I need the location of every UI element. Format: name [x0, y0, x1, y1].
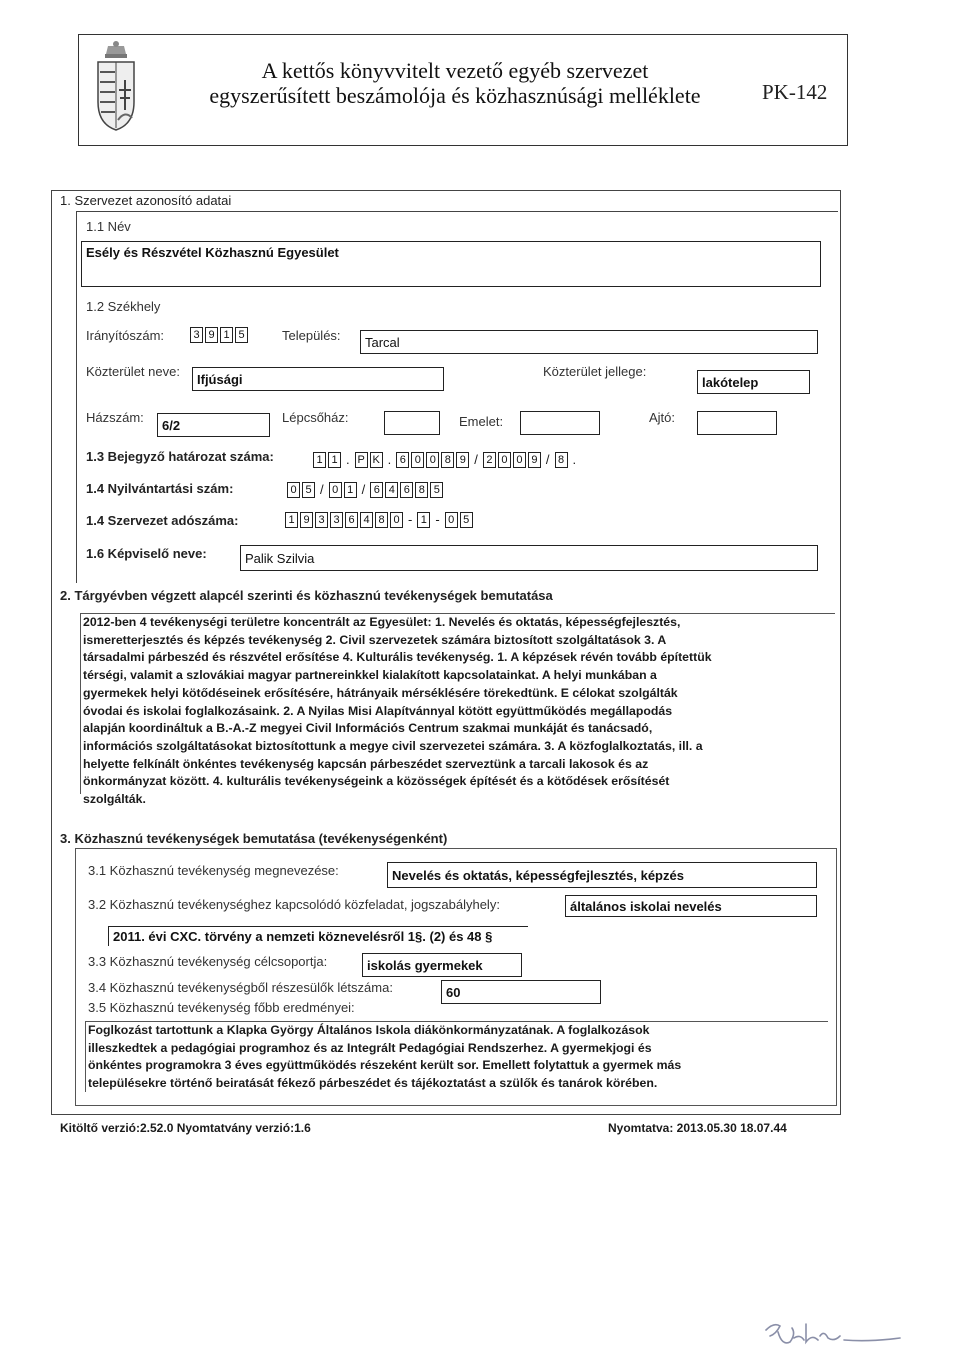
text-line: társadalmi párbeszéd és részvétel erősítése 4. Kulturális tevékenység. 1. A képzések révén tovább építettük	[83, 650, 712, 665]
digit-cell[interactable]: 0	[411, 452, 424, 468]
results-description[interactable]	[85, 1021, 828, 1092]
digit-cell[interactable]: 9	[456, 452, 469, 468]
street-type-label: Közterület jellege:	[543, 364, 647, 379]
text-line: térségi, valamit a szlovákiai magyar partnereinkkel kialakított kapcsolatainkat. A helyi munkában a	[83, 668, 657, 683]
digit-cell[interactable]: 4	[385, 482, 398, 498]
text-line: helyette felkínált önkéntes tevékenység kapcsán párbeszédet szerveztünk a tarcali lakosok és az	[83, 756, 649, 771]
version-info: Kitöltő verzió:2.52.0 Nyomtatvány verzió:1.6	[60, 1121, 311, 1135]
text-line: információs szolgáltatásokat biztosítottunk a megye civil szervezetei számára. 3. A közfoglalkoztatás, ill. a	[83, 738, 703, 753]
house-number-field[interactable]: 6/2	[157, 413, 270, 437]
print-date: Nyomtatva: 2013.05.30 18.07.44	[608, 1121, 787, 1135]
digit-cell[interactable]: 1	[285, 512, 298, 528]
target-group-field[interactable]: iskolás gyermekek	[362, 953, 522, 977]
name-field[interactable]: Esély és Részvétel Közhasznú Egyesület	[81, 241, 821, 287]
digit-cell[interactable]: 3	[315, 512, 328, 528]
results-label: 3.5 Közhasznú tevékenység főbb eredményei:	[88, 1000, 355, 1015]
digit-cell[interactable]: K	[370, 452, 383, 468]
public-task-label: 3.2 Közhasznú tevékenységhez kapcsolódó közfeladat, jogszabályhely:	[88, 897, 500, 912]
digit-cell[interactable]: 5	[235, 327, 248, 343]
activity-name-field[interactable]: Nevelés és oktatás, képességfejlesztés, képzés	[387, 862, 817, 888]
digit-cell[interactable]: 8	[441, 452, 454, 468]
seat-label: 1.2 Székhely	[86, 299, 161, 314]
staircase-label: Lépcsőház:	[282, 410, 349, 425]
zip-field[interactable]	[190, 327, 248, 343]
digit-cell[interactable]: 8	[375, 512, 388, 528]
digit-cell[interactable]: 5	[460, 512, 473, 528]
digit-cell[interactable]: 6	[396, 452, 409, 468]
public-task-field[interactable]: általános iskolai nevelés	[565, 895, 817, 917]
city-label: Település:	[282, 328, 341, 343]
text-line: Foglkozást tartottunk a Klapka György Általános Iskola diákönkormányzatának. A foglalkozások	[88, 1023, 650, 1037]
text-line: óvodai és iskolai foglalkozásaink. 2. A Nyilas Misi Alapítvánnyal kötött együttműködés megállapodás	[83, 703, 673, 718]
text-line: szolgálták.	[83, 792, 146, 807]
digit-cell[interactable]: 8	[415, 482, 428, 498]
digit-cell[interactable]: 0	[498, 452, 511, 468]
title-line-1: A kettős könyvvitelt vezető egyéb szervezet	[261, 58, 649, 83]
registration-label: 1.3 Bejegyző határozat száma:	[86, 449, 274, 464]
digit-cell[interactable]: 0	[426, 452, 439, 468]
digit-cell[interactable]: 1	[344, 482, 357, 498]
digit-cell[interactable]: 0	[445, 512, 458, 528]
digit-cell[interactable]: 1	[417, 512, 430, 528]
digit-cell[interactable]: 8	[555, 452, 568, 468]
text-line: ismeretterjesztés és képzés tevékenység 2. Civil szervezetek számára biztosított szolgáltatások 3. A	[83, 632, 667, 647]
form-code: PK-142	[762, 80, 828, 104]
activity-name-label: 3.1 Közhasznú tevékenység megnevezése:	[88, 863, 339, 878]
city-field[interactable]: Tarcal	[360, 330, 818, 354]
zip-label: Irányítószám:	[86, 328, 165, 343]
digit-cell[interactable]: 3	[190, 327, 203, 343]
digit-cell[interactable]: 1	[328, 452, 341, 468]
activities-description[interactable]	[80, 613, 835, 807]
staircase-field[interactable]	[384, 411, 440, 435]
text-line: gyermekek helyi kötődéseinek erősítésére, hátrányaik mérséklésére törekedtünk. E célokat szolgálták	[83, 685, 678, 700]
digit-cell[interactable]: 1	[220, 327, 233, 343]
participants-field[interactable]: 60	[441, 980, 601, 1004]
digit-cell[interactable]: 9	[528, 452, 541, 468]
text-line: 2012-ben 4 tevékenységi területre koncentrált az Egyesület: 1. Nevelés és oktatás, képességfejlesztés,	[83, 615, 681, 629]
text-line: alapján koordináltuk a B.-A.-Z megyei Civil Információs Centrum szakmai munkáját és tanácsadó,	[83, 721, 653, 736]
house-number-label: Házszám:	[86, 410, 144, 425]
digit-cell[interactable]: 0	[287, 482, 300, 498]
law-reference-field[interactable]: 2011. évi CXC. törvény a nemzeti köznevelésről 1§. (2) és 48 §	[108, 926, 528, 946]
digit-cell[interactable]: 0	[390, 512, 403, 528]
tax-number-field[interactable]: 1 9 3 3 6 4 8 0 - 1 - 0 5	[285, 512, 473, 528]
floor-field[interactable]	[520, 411, 600, 435]
digit-cell[interactable]: P	[355, 452, 368, 468]
digit-cell[interactable]: 6	[370, 482, 383, 498]
registration-number-field[interactable]: 1 1 . P K . 6 0 0 8 9 / 2 0 0 9 / 8 .	[313, 452, 579, 468]
target-group-label: 3.3 Közhasznú tevékenység célcsoportja:	[88, 954, 328, 969]
text-line: önkormányzat között. 4. kulturális tevékenységeink a közösségek építését és a kötődések erősítését	[83, 774, 670, 789]
participants-label: 3.4 Közhasznú tevékenységből részesülők létszáma:	[88, 980, 393, 995]
digit-cell[interactable]: 5	[302, 482, 315, 498]
street-label: Közterület neve:	[86, 364, 180, 379]
floor-label: Emelet:	[459, 414, 504, 429]
text-line: önkéntes programokra 3 éves együttműködés részeként került sor. Emellett folytattuk a gyermek más	[88, 1058, 682, 1073]
hungarian-coat-of-arms-icon	[88, 40, 144, 136]
section3-heading: 3. Közhasznú tevékenységek bemutatása (tevékenységenként)	[60, 831, 448, 846]
digit-cell[interactable]: 1	[313, 452, 326, 468]
handwritten-signature	[760, 1312, 910, 1352]
digit-cell[interactable]: 4	[360, 512, 373, 528]
digit-cell[interactable]: 9	[300, 512, 313, 528]
digit-cell[interactable]: 0	[329, 482, 342, 498]
text-line: illeszkedtek a pedagógiai programhoz és az Integrált Pedagógiai Rendszerhez. A gyermekjogi és	[88, 1040, 652, 1055]
tax-number-label: 1.4 Szervezet adószáma:	[86, 513, 239, 528]
digit-cell[interactable]: 2	[483, 452, 496, 468]
name-label: 1.1 Név	[86, 219, 131, 234]
section1-heading: 1. Szervezet azonosító adatai	[60, 193, 232, 208]
digit-cell[interactable]: 5	[430, 482, 443, 498]
text-line: településekre történő beiratását fékező párbeszédet és tájékoztatást a szülők és tanárok körében.	[88, 1076, 658, 1091]
digit-cell[interactable]: 3	[330, 512, 343, 528]
registry-number-field[interactable]: 0 5 / 0 1 / 6 4 6 8 5	[287, 482, 443, 498]
registry-number-label: 1.4 Nyilvántartási szám:	[86, 481, 234, 496]
digit-cell[interactable]: 6	[345, 512, 358, 528]
door-field[interactable]	[697, 411, 777, 435]
section2-heading: 2. Tárgyévben végzett alapcél szerinti és közhasznú tevékenységek bemutatása	[60, 588, 553, 603]
representative-field[interactable]: Palik Szilvia	[240, 545, 818, 571]
form-title	[160, 58, 750, 108]
street-type-field[interactable]: lakótelep	[697, 370, 810, 394]
representative-label: 1.6 Képviselő neve:	[86, 546, 207, 561]
digit-cell[interactable]: 6	[400, 482, 413, 498]
title-line-2: egyszerűsített beszámolója és közhasznúsági melléklete	[209, 83, 701, 108]
digit-cell[interactable]: 9	[205, 327, 218, 343]
digit-cell[interactable]: 0	[513, 452, 526, 468]
street-field[interactable]: Ifjúsági	[192, 367, 444, 391]
door-label: Ajtó:	[649, 410, 676, 425]
